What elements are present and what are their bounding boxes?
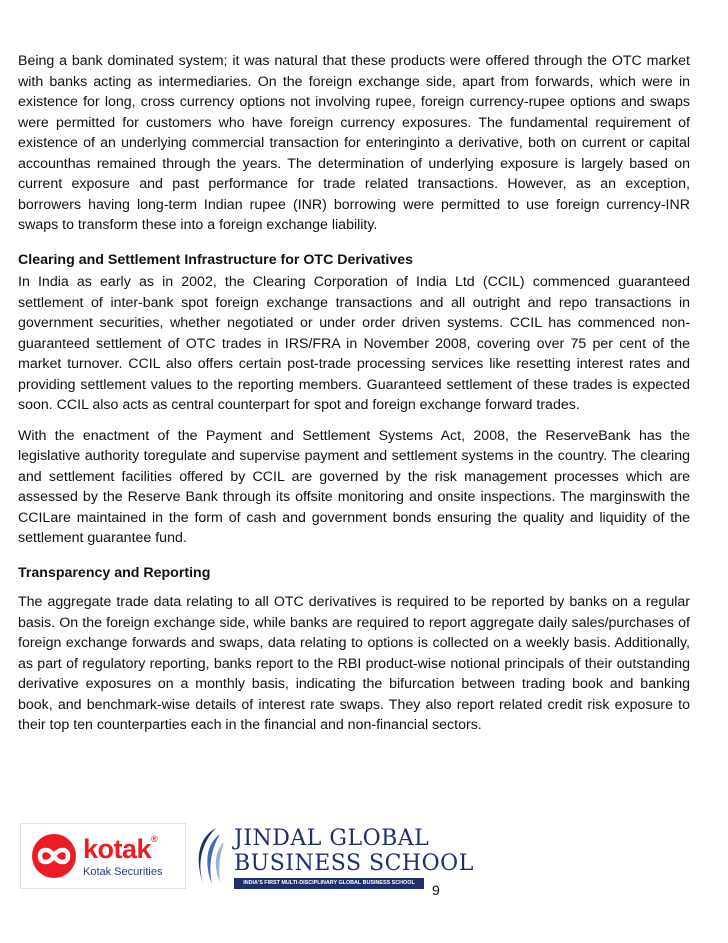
clearing-paragraph-1: In India as early as in 2002, the Clearing Corporation of India Ltd (CCIL) commenced guaranteed settlement of inter-bank spot foreign exchange transactions and all outright and repo transactions in government securities, whether negotiated or under order driven systems. CCIL has commenced non-guaranteed settlement of OTC trades in IRS/FRA in November 2008, covering over 75 per cent of the market turnover. CCIL also offers certain post-trade processing services like resetting interest rates and providing settlement values to the reporting members. Guaranteed settlement of these trades is expected soon. CCIL also acts as central counterpart for spot and foreign exchange forward trades. [18,274,690,413]
jindal-global-business-school-logo [190,822,474,892]
page-number: 9 [432,882,440,898]
jgbs-tagline: INDIA'S FIRST MULTI-DISCIPLINARY GLOBAL BUSINESS SCHOOL [234,878,424,889]
transparency-paragraph: The aggregate trade data relating to all OTC derivatives is required to be reported by banks on a regular basis. On the foreign exchange side, while banks are required to report aggregate daily sales/purchases of foreign exchange forwards and swaps, data relating to options is collected on a weekly basis. Additionally, as part of regulatory reporting, banks report to the RBI product-wise notional principals of their outstanding derivative exposures on a monthly basis, indicating the bifurcation between trading book and banking book, and benchmark-wise details of interest rate swaps. They also report related credit risk exposure to their top ten counterparties each in the financial and non-financial sectors. [18,594,690,733]
kotak-infinity-icon [31,833,77,879]
intro-paragraph: Being a bank dominated system; it was natural that these products were offered through the OTC market with banks acting as intermediaries. On the foreign exchange side, apart from forwards, which were in existence for long, cross currency options not involving rupee, foreign currency-rupee options and swaps were permitted for customers who have foreign currency exposures. The fundamental requirement of existence of an underlying commercial transaction for enteringinto a derivative, both on current or capital accounthas remained through the years. The determination of underlying exposure is largely based on current exposure and past performance for trade related transactions. However, as an exception, borrowers having long-term Indian rupee (INR) borrowing were permitted to use foreign currency-INR swaps to transform these into a foreign exchange liability. [18,53,690,233]
document-body [18,51,690,736]
jgbs-name-line-1: JINDAL GLOBAL [234,826,430,851]
kotak-securities-logo [20,823,186,889]
jgbs-name-line-2: BUSINESS SCHOOL [234,851,474,876]
globe-swoosh-icon [190,824,230,890]
clearing-paragraph-2: With the enactment of the Payment and Settlement Systems Act, 2008, the ReserveBank has the legislative authority toregulate and supervise payment and settlement systems in the country. The clearing and settlement facilities offered by CCIL are governed by the risk management processes which are assessed by the Reserve Bank through its offsite monitoring and onsite inspections. The marginswith the CCILare maintained in the form of cash and government bonds ensuring the quality and liquidity of the settlement guarantee fund. [18,427,690,546]
transparency-heading: Transparency and Reporting [18,564,211,581]
kotak-wordmark: kotak® [83,834,158,864]
kotak-subtitle: Kotak Securities [83,866,163,878]
clearing-heading: Clearing and Settlement Infrastructure for OTC Derivatives [18,251,413,268]
